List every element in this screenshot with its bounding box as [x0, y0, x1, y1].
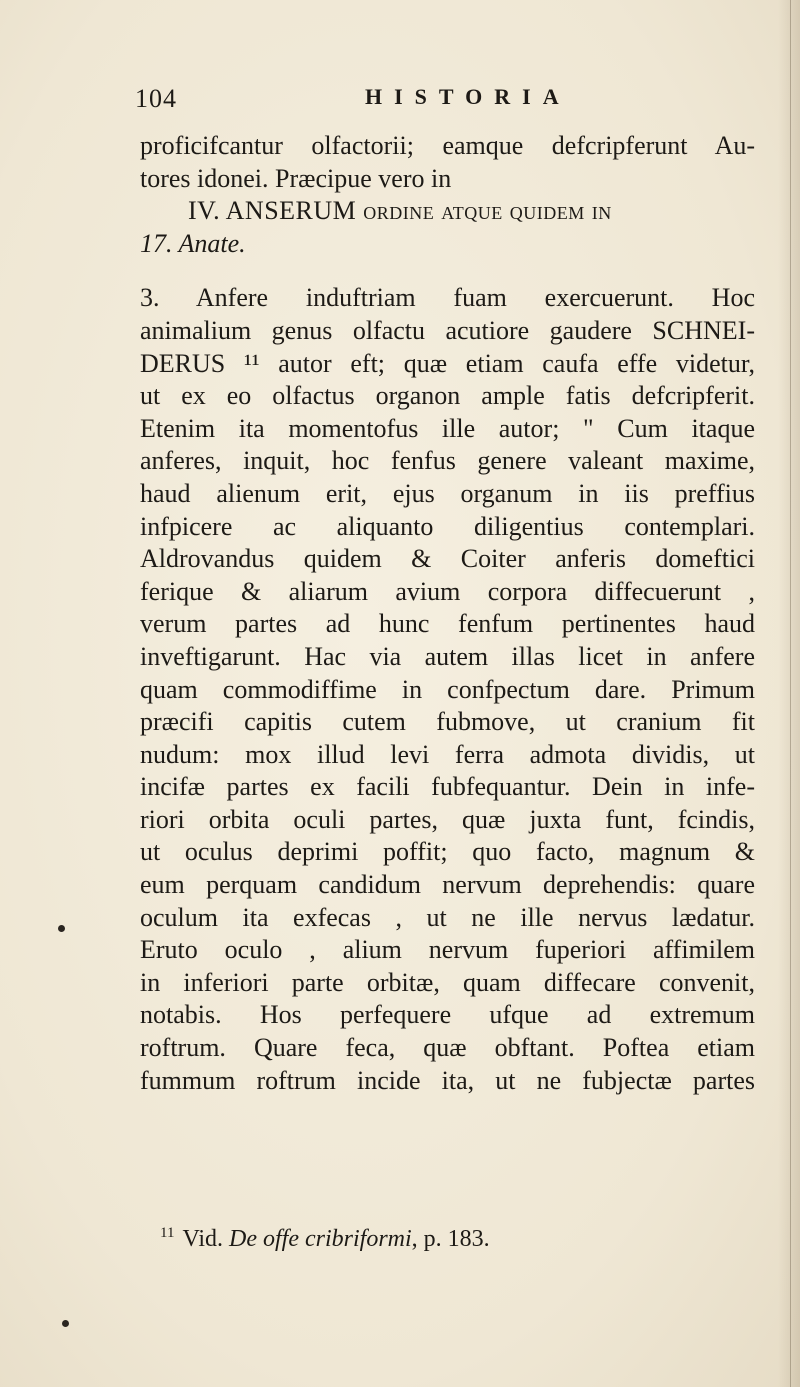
- text-line: oculum ita exfecas , ut ne ille nervus lædatur.: [140, 902, 755, 932]
- page-edge-line: [790, 0, 791, 1387]
- page-edge-shadow: [778, 0, 800, 1387]
- text-line: haud alienum erit, ejus organum in iis preffius: [140, 478, 755, 508]
- text-line: fummum roftrum incide ita, ut ne fubjectæ partes: [140, 1065, 755, 1095]
- text-line: Etenim ita momentofus ille autor; " Cum itaque: [140, 413, 755, 443]
- running-head: HISTORIA: [365, 84, 571, 109]
- text-line: incifæ partes ex facili fubfequantur. Dein in infe-: [140, 772, 755, 802]
- text-line: anferes, inquit, hoc fenfus genere valeant maxime,: [140, 446, 755, 476]
- text-line: animalium genus olfactu acutiore gaudere SCHNEI-: [140, 315, 755, 345]
- footnote-suffix: , p. 183.: [411, 1226, 490, 1252]
- text-line: quam commodiffime in confpectum dare. Primum: [140, 674, 755, 704]
- section-heading-line: [140, 195, 755, 228]
- text-line: Aldrovandus quidem & Coiter anferis domeftici: [140, 544, 755, 574]
- paragraph-gap: [140, 260, 755, 282]
- ink-speck: [58, 925, 65, 932]
- footnote: [160, 1218, 740, 1254]
- page-header: [135, 84, 695, 124]
- text-line: 3. Anfere induftriam fuam exercuerunt. Hoc: [140, 283, 755, 313]
- footnote-prefix: Vid.: [182, 1226, 224, 1252]
- text-line: Eruto oculo , alium nervum fuperiori affimilem: [140, 935, 755, 965]
- sub-heading: 17. Anate.: [140, 228, 246, 258]
- text-line: notabis. Hos perfequere ufque ad extremum: [140, 1000, 755, 1030]
- text-line: verum partes ad hunc fenfum pertinentes haud: [140, 609, 755, 639]
- text-line: ferique & aliarum avium corpora diffecuerunt ,: [140, 576, 755, 606]
- text-line: infpicere ac aliquanto diligentius contemplari.: [140, 511, 755, 541]
- text-line: DERUS ¹¹ autor eft; quæ etiam caufa effe videtur,: [140, 348, 755, 378]
- text-line: riori orbita oculi partes, quæ juxta funt, fcindis,: [140, 804, 755, 834]
- text-line: ut ex eo olfactus organon ample fatis defcripferit.: [140, 381, 755, 411]
- text-line: [140, 228, 755, 261]
- text-line: ut oculus deprimi poffit; quo facto, magnum &: [140, 837, 755, 867]
- text-line: inveftigarunt. Hac via autem illas licet in anfere: [140, 641, 755, 671]
- text-line: eum perquam candidum nervum deprehendis: quare: [140, 870, 755, 900]
- ink-speck: [62, 1320, 69, 1327]
- text-line: in inferiori parte orbitæ, quam diffecare convenit,: [140, 967, 755, 997]
- text-line: nudum: mox illud levi ferra admota dividis, ut: [140, 739, 755, 769]
- footnote-title: De offe cribriformi: [229, 1226, 412, 1252]
- page-number: 104: [135, 84, 177, 113]
- section-heading: IV. ANSERUM ordine atque quidem in: [188, 196, 612, 226]
- text-line: roftrum. Quare feca, quæ obftant. Poftea etiam: [140, 1033, 755, 1063]
- text-line: proficifcantur olfactorii; eamque defcripferunt Au-: [140, 131, 755, 160]
- main-text: [140, 130, 755, 1097]
- footnote-marker: 11: [160, 1225, 175, 1241]
- text-line: præcifi capitis cutem fubmove, ut cranium fit: [140, 707, 755, 737]
- text-line: tores idonei. Præcipue vero in: [140, 163, 452, 193]
